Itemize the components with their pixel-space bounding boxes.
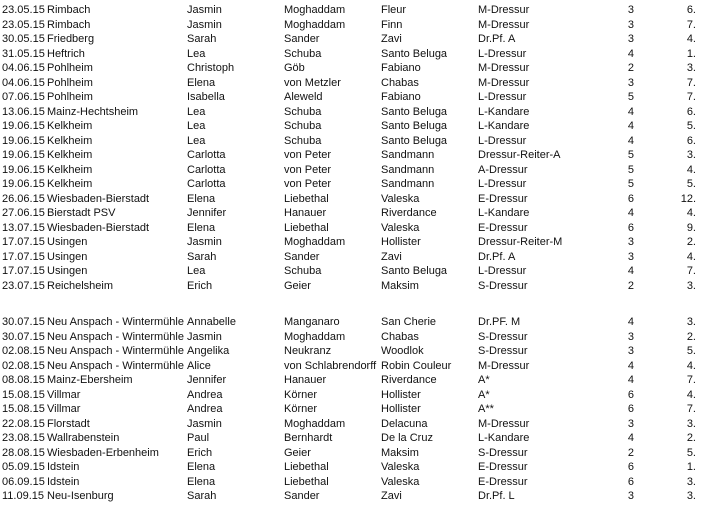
placing-cell: 6.: [686, 105, 696, 118]
date-cell: 23.08.15: [2, 432, 45, 444]
class-cell: M-Dressur: [478, 4, 530, 16]
date-cell: 23.05.15: [2, 18, 45, 31]
horse-cell: Valeska: [381, 221, 420, 234]
first-name-cell: Jennifer: [187, 374, 227, 386]
number-cell: 4: [627, 134, 634, 147]
number-cell: 2: [627, 446, 634, 459]
venue-cell: Pohlheim: [47, 91, 93, 103]
date-cell: 05.09.15: [2, 461, 45, 473]
venue-cell: Kelkheim: [47, 178, 93, 190]
last-name-cell: Liebethal: [284, 461, 329, 473]
first-name-cell: Isabella: [187, 91, 225, 103]
class-cell: A**: [478, 403, 494, 415]
class-cell: L-Dressur: [478, 265, 527, 277]
placing-cell: 4.: [686, 388, 696, 401]
horse-cell: Zavi: [381, 33, 402, 45]
first-name-cell: Carlotta: [187, 163, 226, 176]
number-cell: 4: [627, 105, 634, 118]
placing-cell: 2.: [686, 330, 696, 343]
first-name-cell: Jasmin: [187, 4, 222, 16]
table-row: [0, 279, 706, 294]
number-cell: 4: [627, 316, 634, 328]
date-cell: 13.06.15: [2, 105, 45, 118]
date-cell: 19.06.15: [2, 149, 45, 161]
number-cell: 3: [627, 18, 634, 31]
number-cell: 4: [627, 120, 634, 132]
last-name-cell: Schuba: [284, 120, 322, 132]
table-row: [0, 3, 706, 18]
class-cell: S-Dressur: [478, 345, 528, 357]
date-cell: 04.06.15: [2, 62, 45, 74]
venue-cell: Usingen: [47, 236, 88, 248]
venue-cell: Wiesbaden-Bierstadt: [47, 221, 150, 234]
date-cell: 19.06.15: [2, 178, 45, 190]
venue-cell: Neu Anspach - Wintermühle: [47, 345, 184, 357]
placing-cell: 4.: [686, 250, 696, 263]
number-cell: 6: [627, 461, 634, 473]
last-name-cell: Schuba: [284, 265, 322, 277]
venue-cell: Florstadt: [47, 417, 90, 430]
number-cell: 4: [627, 265, 634, 277]
venue-cell: Idstein: [47, 475, 80, 488]
placing-cell: 6.: [686, 134, 696, 147]
venue-cell: Mainz-Hechtsheim: [47, 105, 139, 118]
first-name-cell: Erich: [187, 446, 213, 459]
horse-cell: Fleur: [381, 4, 407, 16]
last-name-cell: Bernhardt: [284, 432, 333, 444]
horse-cell: Sandmann: [381, 163, 435, 176]
number-cell: 3: [627, 345, 634, 357]
first-name-cell: Annabelle: [187, 316, 236, 328]
first-name-cell: Jennifer: [187, 207, 227, 219]
venue-cell: Villmar: [47, 388, 81, 401]
last-name-cell: Neukranz: [284, 345, 332, 357]
class-cell: L-Kandare: [478, 120, 530, 132]
last-name-cell: Hanauer: [284, 207, 327, 219]
table-row: [0, 446, 706, 461]
table-row: [0, 221, 706, 236]
date-cell: 23.07.15: [2, 279, 45, 292]
table-row: [0, 76, 706, 91]
number-cell: 3: [627, 4, 634, 16]
class-cell: L-Dressur: [478, 47, 527, 60]
date-cell: 31.05.15: [2, 47, 45, 60]
number-cell: 4: [627, 432, 634, 444]
table-row: [0, 250, 706, 265]
horse-cell: Hollister: [381, 388, 421, 401]
table-row: [0, 134, 706, 149]
date-cell: 30.07.15: [2, 316, 45, 328]
last-name-cell: Geier: [284, 446, 311, 459]
placing-cell: 1.: [686, 47, 696, 60]
date-cell: 15.08.15: [2, 388, 45, 401]
number-cell: 5: [627, 163, 634, 176]
placing-cell: 5.: [686, 345, 696, 357]
first-name-cell: Lea: [187, 47, 206, 60]
first-name-cell: Lea: [187, 134, 206, 147]
horse-cell: Valeska: [381, 461, 420, 473]
class-cell: E-Dressur: [478, 475, 528, 488]
horse-cell: Maksim: [381, 279, 419, 292]
last-name-cell: von Peter: [284, 149, 332, 161]
venue-cell: Usingen: [47, 250, 88, 263]
placing-cell: 4.: [686, 163, 696, 176]
table-row: [0, 105, 706, 120]
horse-cell: Woodlok: [381, 345, 424, 357]
venue-cell: Mainz-Ebersheim: [47, 374, 133, 386]
last-name-cell: Liebethal: [284, 192, 329, 205]
date-cell: 30.05.15: [2, 33, 45, 45]
last-name-cell: Manganaro: [284, 316, 340, 328]
class-cell: L-Dressur: [478, 178, 527, 190]
last-name-cell: von Peter: [284, 178, 332, 190]
venue-cell: Wiesbaden-Bierstadt: [47, 192, 150, 205]
class-cell: A*: [478, 388, 490, 401]
placing-cell: 7.: [686, 18, 696, 31]
table-row: [0, 177, 706, 192]
placing-cell: 3.: [686, 62, 696, 74]
date-cell: 19.06.15: [2, 163, 45, 176]
table-row: [0, 330, 706, 345]
venue-cell: Kelkheim: [47, 134, 93, 147]
horse-cell: De la Cruz: [381, 432, 433, 444]
number-cell: 4: [627, 47, 634, 60]
class-cell: M-Dressur: [478, 359, 530, 372]
venue-cell: Pohlheim: [47, 62, 93, 74]
last-name-cell: Schuba: [284, 134, 322, 147]
last-name-cell: von Schlabrendorff: [284, 359, 377, 372]
placing-cell: 7.: [686, 91, 696, 103]
placing-cell: 3.: [686, 279, 696, 292]
horse-cell: Robin Couleur: [381, 359, 452, 372]
class-cell: Dr.Pf. L: [478, 490, 515, 502]
class-cell: E-Dressur: [478, 221, 528, 234]
horse-cell: Finn: [381, 18, 403, 31]
venue-cell: Rimbach: [47, 4, 91, 16]
placing-cell: 4.: [686, 359, 696, 372]
venue-cell: Neu Anspach - Wintermühle: [47, 330, 184, 343]
date-cell: 19.06.15: [2, 134, 45, 147]
class-cell: Dressur-Reiter-A: [478, 149, 561, 161]
horse-cell: Zavi: [381, 250, 402, 263]
table-row: [0, 163, 706, 178]
date-cell: 02.08.15: [2, 359, 45, 372]
venue-cell: Bierstadt PSV: [47, 207, 116, 219]
horse-cell: San Cherie: [381, 316, 437, 328]
horse-cell: Fabiano: [381, 91, 421, 103]
table-row: [0, 264, 706, 279]
horse-cell: Valeska: [381, 192, 420, 205]
first-name-cell: Lea: [187, 105, 206, 118]
last-name-cell: Schuba: [284, 105, 322, 118]
last-name-cell: Moghaddam: [284, 4, 346, 16]
first-name-cell: Lea: [187, 265, 206, 277]
first-name-cell: Andrea: [187, 403, 223, 415]
placing-cell: 3.: [686, 417, 696, 430]
class-cell: L-Dressur: [478, 91, 527, 103]
horse-cell: Chabas: [381, 330, 419, 343]
class-cell: S-Dressur: [478, 279, 528, 292]
class-cell: E-Dressur: [478, 192, 528, 205]
number-cell: 2: [627, 62, 634, 74]
first-name-cell: Jasmin: [187, 236, 222, 248]
horse-cell: Santo Beluga: [381, 105, 448, 118]
table-row: [0, 344, 706, 359]
table-row: [0, 431, 706, 446]
date-cell: 07.06.15: [2, 91, 45, 103]
class-cell: E-Dressur: [478, 461, 528, 473]
date-cell: 13.07.15: [2, 221, 45, 234]
number-cell: 6: [627, 475, 634, 488]
last-name-cell: Sander: [284, 490, 320, 502]
horse-cell: Zavi: [381, 490, 402, 502]
blank-row: [0, 293, 706, 315]
date-cell: 11.09.15: [2, 490, 45, 502]
number-cell: 3: [627, 33, 634, 45]
number-cell: 3: [627, 236, 634, 248]
number-cell: 4: [627, 374, 634, 386]
horse-cell: Santo Beluga: [381, 120, 448, 132]
date-cell: 23.05.15: [2, 4, 45, 16]
venue-cell: Wiesbaden-Erbenheim: [47, 446, 159, 459]
class-cell: Dr.Pf. A: [478, 250, 516, 263]
class-cell: L-Dressur: [478, 134, 527, 147]
horse-cell: Santo Beluga: [381, 47, 448, 60]
class-cell: L-Kandare: [478, 105, 530, 118]
class-cell: Dr.PF. M: [478, 316, 521, 328]
venue-cell: Friedberg: [47, 33, 95, 45]
venue-cell: Neu-Isenburg: [47, 490, 114, 502]
horse-cell: Sandmann: [381, 178, 435, 190]
number-cell: 5: [627, 178, 634, 190]
first-name-cell: Andrea: [187, 388, 223, 401]
venue-cell: Idstein: [47, 461, 80, 473]
venue-cell: Pohlheim: [47, 76, 93, 89]
number-cell: 6: [627, 221, 634, 234]
class-cell: M-Dressur: [478, 76, 530, 89]
first-name-cell: Elena: [187, 475, 216, 488]
first-name-cell: Paul: [187, 432, 210, 444]
placing-cell: 7.: [686, 76, 696, 89]
venue-cell: Kelkheim: [47, 120, 93, 132]
venue-cell: Wallrabenstein: [47, 432, 120, 444]
first-name-cell: Elena: [187, 76, 216, 89]
class-cell: L-Kandare: [478, 207, 530, 219]
number-cell: 3: [627, 330, 634, 343]
placing-cell: 5.: [686, 446, 696, 459]
placing-cell: 7.: [686, 374, 696, 386]
first-name-cell: Elena: [187, 192, 216, 205]
placing-cell: 3.: [686, 316, 696, 328]
venue-cell: Neu Anspach - Wintermühle: [47, 359, 184, 372]
table-row: [0, 61, 706, 76]
horse-cell: Santo Beluga: [381, 265, 448, 277]
horse-cell: Sandmann: [381, 149, 435, 161]
venue-cell: Kelkheim: [47, 149, 93, 161]
class-cell: L-Kandare: [478, 432, 530, 444]
table-row: [0, 192, 706, 207]
class-cell: M-Dressur: [478, 18, 530, 31]
table-row: [0, 475, 706, 490]
date-cell: 17.07.15: [2, 236, 45, 248]
date-cell: 19.06.15: [2, 120, 45, 132]
venue-cell: Reichelsheim: [47, 279, 114, 292]
date-cell: 26.06.15: [2, 192, 45, 205]
last-name-cell: von Peter: [284, 163, 332, 176]
last-name-cell: Körner: [284, 403, 318, 415]
placing-cell: 2.: [686, 432, 696, 444]
last-name-cell: Moghaddam: [284, 18, 346, 31]
first-name-cell: Sarah: [187, 250, 217, 263]
last-name-cell: Liebethal: [284, 221, 329, 234]
class-cell: M-Dressur: [478, 417, 530, 430]
table-row: [0, 148, 706, 163]
number-cell: 5: [627, 91, 634, 103]
date-cell: 06.09.15: [2, 475, 45, 488]
first-name-cell: Elena: [187, 461, 216, 473]
last-name-cell: Geier: [284, 279, 311, 292]
first-name-cell: Jasmin: [187, 330, 222, 343]
horse-cell: Valeska: [381, 475, 420, 488]
last-name-cell: Hanauer: [284, 374, 327, 386]
table-row: [0, 119, 706, 134]
date-cell: 28.08.15: [2, 446, 45, 459]
first-name-cell: Jasmin: [187, 18, 222, 31]
horse-cell: Delacuna: [381, 417, 428, 430]
first-name-cell: Jasmin: [187, 417, 222, 430]
number-cell: 3: [627, 490, 634, 502]
date-cell: 08.08.15: [2, 374, 45, 386]
number-cell: 6: [627, 388, 634, 401]
table-row: [0, 489, 706, 504]
last-name-cell: von Metzler: [284, 76, 341, 89]
number-cell: 6: [627, 403, 634, 415]
class-cell: A-Dressur: [478, 163, 528, 176]
first-name-cell: Christoph: [187, 62, 235, 74]
first-name-cell: Alice: [187, 359, 211, 372]
horse-cell: Hollister: [381, 403, 421, 415]
date-cell: 02.08.15: [2, 345, 45, 357]
first-name-cell: Carlotta: [187, 149, 226, 161]
class-cell: M-Dressur: [478, 62, 530, 74]
last-name-cell: Moghaddam: [284, 330, 346, 343]
date-cell: 22.08.15: [2, 417, 45, 430]
table-row: [0, 206, 706, 221]
placing-cell: 6.: [686, 4, 696, 16]
horse-cell: Santo Beluga: [381, 134, 448, 147]
first-name-cell: Carlotta: [187, 178, 226, 190]
placing-cell: 2.: [686, 236, 696, 248]
first-name-cell: Elena: [187, 221, 216, 234]
horse-cell: Fabiano: [381, 62, 421, 74]
table-row: [0, 32, 706, 47]
first-name-cell: Sarah: [187, 490, 217, 502]
venue-cell: Rimbach: [47, 18, 91, 31]
venue-cell: Villmar: [47, 403, 81, 415]
first-name-cell: Lea: [187, 120, 206, 132]
number-cell: 3: [627, 76, 634, 89]
number-cell: 6: [627, 192, 634, 205]
date-cell: 17.07.15: [2, 265, 45, 277]
class-cell: S-Dressur: [478, 330, 528, 343]
number-cell: 4: [627, 359, 634, 372]
table-row: [0, 47, 706, 62]
table-row: [0, 359, 706, 374]
table-row: [0, 388, 706, 403]
table-row: [0, 235, 706, 250]
last-name-cell: Sander: [284, 33, 320, 45]
placing-cell: 1.: [686, 461, 696, 473]
last-name-cell: Moghaddam: [284, 236, 346, 248]
table-row: [0, 315, 706, 330]
placing-cell: 3.: [686, 475, 696, 488]
horse-cell: Hollister: [381, 236, 421, 248]
last-name-cell: Göb: [284, 62, 305, 74]
last-name-cell: Schuba: [284, 47, 322, 60]
table-row: [0, 460, 706, 475]
venue-cell: Kelkheim: [47, 163, 93, 176]
first-name-cell: Angelika: [187, 345, 230, 357]
number-cell: 5: [627, 149, 634, 161]
number-cell: 3: [627, 417, 634, 430]
horse-cell: Chabas: [381, 76, 419, 89]
placing-cell: 12.: [680, 192, 696, 205]
last-name-cell: Liebethal: [284, 475, 329, 488]
table-row: [0, 402, 706, 417]
placing-cell: 4.: [686, 33, 696, 45]
first-name-cell: Erich: [187, 279, 213, 292]
horse-cell: Riverdance: [381, 374, 437, 386]
first-name-cell: Sarah: [187, 33, 217, 45]
class-cell: Dr.Pf. A: [478, 33, 516, 45]
number-cell: 4: [627, 207, 634, 219]
horse-cell: Riverdance: [381, 207, 437, 219]
last-name-cell: Körner: [284, 388, 318, 401]
venue-cell: Neu Anspach - Wintermühle: [47, 316, 184, 328]
venue-cell: Usingen: [47, 265, 88, 277]
placing-cell: 5.: [686, 120, 696, 132]
number-cell: 3: [627, 250, 634, 263]
date-cell: 17.07.15: [2, 250, 45, 263]
last-name-cell: Sander: [284, 250, 320, 263]
placing-cell: 9.: [686, 221, 696, 234]
placing-cell: 7.: [686, 265, 696, 277]
date-cell: 15.08.15: [2, 403, 45, 415]
table-row: [0, 18, 706, 33]
placing-cell: 3.: [686, 149, 696, 161]
horse-cell: Maksim: [381, 446, 419, 459]
class-cell: S-Dressur: [478, 446, 528, 459]
number-cell: 2: [627, 279, 634, 292]
class-cell: A*: [478, 374, 490, 386]
date-cell: 30.07.15: [2, 330, 45, 343]
placing-cell: 3.: [686, 490, 696, 502]
placing-cell: 4.: [686, 207, 696, 219]
class-cell: Dressur-Reiter-M: [478, 236, 563, 248]
placing-cell: 7.: [686, 403, 696, 415]
date-cell: 04.06.15: [2, 76, 45, 89]
last-name-cell: Moghaddam: [284, 417, 346, 430]
table-row: [0, 373, 706, 388]
venue-cell: Heftrich: [47, 47, 85, 60]
table-row: [0, 90, 706, 105]
placing-cell: 5.: [686, 178, 696, 190]
date-cell: 27.06.15: [2, 207, 45, 219]
last-name-cell: Aleweld: [284, 91, 323, 103]
table-row: [0, 417, 706, 432]
